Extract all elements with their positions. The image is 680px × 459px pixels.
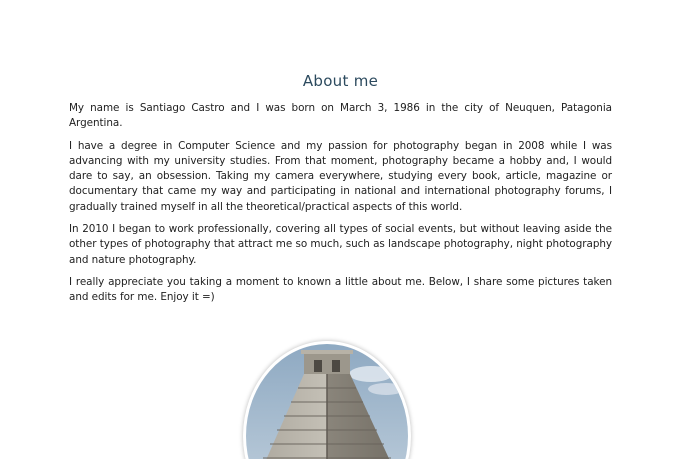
about-paragraph-3: In 2010 I began to work professionally, covering all types of social events, but without leaving aside the other types of photography that attract me so much, such as landscape photography, night photography and nature photography. bbox=[69, 223, 612, 266]
about-paragraph-1: My name is Santiago Castro and I was born on March 3, 1986 in the city of Neuquen, Patagonia Argentina. bbox=[69, 102, 612, 130]
pyramid-photo bbox=[246, 344, 408, 459]
about-paragraph-2: I have a degree in Computer Science and my passion for photography began in 2008 while I was advancing with my university studies. From that moment, photography became a hobby and, I would dare to say, an obsession. Taking my camera everywhere, studying every book, article, magazine or documentary that came my way and participating in national and international photography forums, I gradually trained myself in all the theoretical/practical aspects of this world. bbox=[69, 139, 612, 213]
page-title: About me bbox=[302, 72, 379, 90]
about-section bbox=[69, 70, 612, 313]
profile-photo-frame bbox=[243, 341, 411, 459]
about-paragraph-4: I really appreciate you taking a moment to known a little about me. Below, I share some pictures taken and edits for me. Enjoy it =) bbox=[69, 275, 612, 304]
temple-top bbox=[304, 352, 350, 374]
